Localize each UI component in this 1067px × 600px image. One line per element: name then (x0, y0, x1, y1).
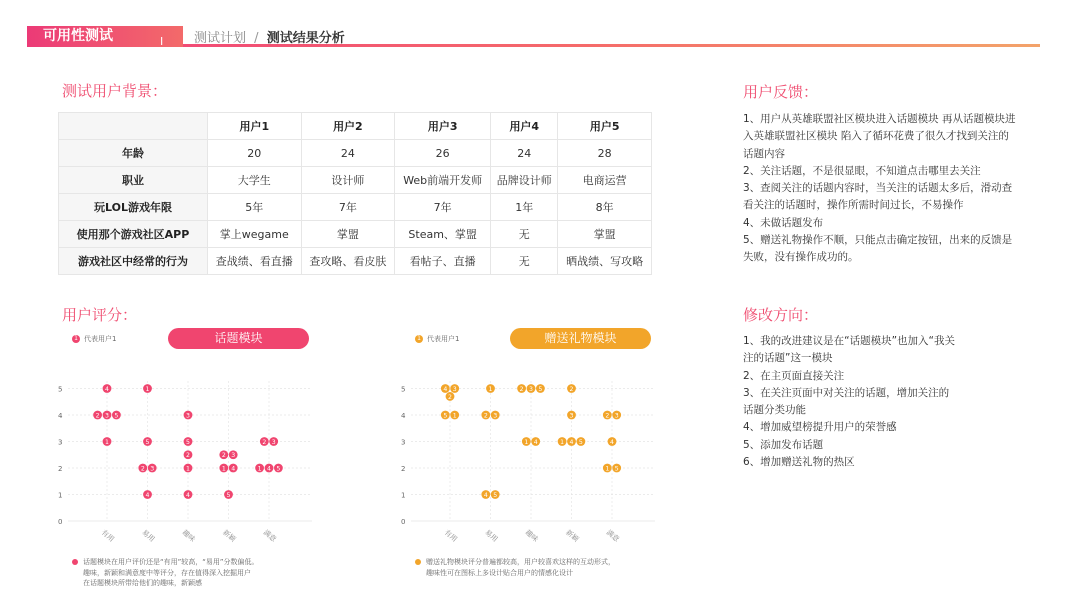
x-tick-label: 新颖 (564, 528, 581, 544)
revision-line: 1、我的改进建议是在“话题模块”也加入“我关 (743, 335, 955, 347)
data-point-label: 4 (533, 438, 538, 446)
data-point (603, 411, 612, 420)
data-point (608, 437, 617, 446)
data-point (103, 411, 112, 420)
table-row-label: 使用那个游戏社区APP (59, 221, 208, 248)
chart-note (83, 557, 303, 589)
data-point-label: 2 (186, 452, 190, 460)
x-tick-label: 趣味 (180, 528, 197, 544)
revision-list (743, 333, 1033, 471)
revision-line: 3、在关注页面中对关注的话题，增加关注的 (743, 386, 950, 399)
data-point (103, 437, 112, 446)
note-bullet-icon (415, 559, 421, 565)
note-bullet-icon (72, 559, 78, 565)
data-point (567, 411, 576, 420)
rating-title: 用户评分： (62, 306, 138, 324)
table-cell: Web前端开发师 (395, 167, 491, 194)
feedback-list (743, 111, 1033, 267)
chart-legend (415, 334, 459, 344)
data-point-label: 3 (452, 385, 457, 393)
gift-module-plot (393, 325, 673, 550)
data-point-label: 3 (614, 412, 619, 420)
data-point (265, 464, 274, 473)
data-point-label: 5 (614, 465, 619, 473)
note-line: 趣味性可在图标上多设计贴合用户的情感化设计 (426, 568, 573, 577)
y-tick-label: 4 (58, 412, 63, 420)
data-point-label: 1 (221, 465, 226, 473)
table-cell: 24 (301, 140, 395, 167)
data-point-label: 1 (145, 385, 150, 393)
note-line: 在话题模块所带给他们的趣味，新颖感 (83, 579, 202, 587)
table-cell: 26 (395, 140, 491, 167)
table-cell: 28 (558, 140, 652, 167)
revision-line: 2、在主页面直接关注 (743, 369, 845, 382)
data-point (148, 464, 157, 473)
data-point (184, 411, 193, 420)
table-row (59, 248, 652, 275)
data-point-label: 3 (569, 412, 574, 420)
feedback-line: 4、未做话题发布 (743, 216, 824, 229)
data-point-label: 2 (483, 412, 488, 420)
gift-module-chart (393, 325, 673, 590)
data-point (103, 384, 112, 393)
data-point (527, 384, 536, 393)
data-point (441, 384, 450, 393)
table-header-cell: 用户4 (491, 113, 558, 140)
breadcrumb-separator: / (254, 31, 259, 46)
revision-title: 修改方向： (743, 306, 819, 324)
data-point-label: 1 (105, 438, 109, 446)
data-point (184, 450, 193, 459)
data-point (274, 464, 283, 473)
feedback-line: 看关注的话题时，操作所需时间过长，不易操作 (743, 199, 964, 212)
data-point-label: 4 (231, 465, 236, 473)
table-header-cell: 用户1 (208, 113, 302, 140)
data-point-label: 5 (114, 412, 119, 420)
legend-label: 代表用户1 (427, 335, 460, 343)
data-point (612, 411, 621, 420)
topic-module-plot (50, 325, 330, 550)
data-point-label: 3 (186, 412, 190, 420)
table-cell: 1年 (491, 194, 558, 221)
data-point-label: 4 (569, 438, 574, 446)
feedback-line: 失败，没有操作成功的。 (743, 251, 859, 264)
feedback-line: 1、用户从英雄联盟社区模块进入话题模块 再从话题模块进 (743, 113, 1016, 125)
chart-note (426, 557, 656, 578)
data-point-label: 4 (186, 491, 190, 499)
legend-label: 代表用户1 (84, 335, 117, 343)
y-tick-label: 3 (401, 438, 406, 447)
data-point-label: 5 (226, 491, 231, 499)
section-tab-label: 可用性测试 (43, 28, 113, 44)
y-tick-label: 5 (401, 385, 406, 394)
data-point (558, 437, 567, 446)
table-cell: 5年 (208, 194, 302, 221)
data-point-label: 3 (231, 452, 236, 460)
table-cell: 查战绩、看直播 (208, 248, 302, 275)
table-row-label: 玩LOL游戏年限 (59, 194, 208, 221)
data-point-label: 4 (443, 385, 448, 393)
table-cell: 掌盟 (558, 221, 652, 248)
data-point-label: 2 (140, 465, 145, 473)
y-tick-label: 2 (401, 465, 406, 473)
data-point (184, 490, 193, 499)
table-cell: 掌盟 (301, 221, 395, 248)
table-cell: 24 (491, 140, 558, 167)
data-point-label: 5 (145, 438, 150, 446)
data-point-label: 4 (267, 465, 271, 473)
y-tick-label: 2 (58, 465, 63, 473)
data-point-label: 1 (452, 412, 457, 420)
breadcrumb-item-plan[interactable]: 测试计划 (194, 31, 247, 46)
data-point-label: 2 (448, 393, 452, 401)
table-cell: 品牌设计师 (491, 167, 558, 194)
feedback-line: 5、赠送礼物操作不顺，只能点击确定按钮，出来的反馈是 (743, 234, 1013, 247)
data-point (491, 490, 500, 499)
data-point-label: 1 (560, 438, 565, 446)
table-row (59, 194, 652, 221)
feedback-line: 入英雄联盟社区模块 陷入了循环花费了很久才找到关注的 (743, 130, 1009, 143)
data-point-label: 2 (605, 412, 610, 420)
feedback-line: 3、查阅关注的话题内容时，当关注的话题太多后，滑动查 (743, 182, 1013, 195)
table-row (59, 167, 652, 194)
data-point-label: 5 (276, 465, 281, 473)
feedback-line: 2、关注话题，不是很显眼，不知道点击哪里去关注 (743, 164, 981, 177)
table-cell: 掌上wegame (208, 221, 302, 248)
data-point-label: 4 (483, 491, 488, 499)
note-line: 趣味，新颖和满意度中等评分，存在值得深入挖掘用户 (83, 568, 251, 577)
data-point (229, 450, 238, 459)
data-point (567, 384, 576, 393)
table-cell: 大学生 (208, 167, 302, 194)
data-point (255, 464, 264, 473)
breadcrumb (194, 27, 345, 46)
x-tick-label: 易用 (483, 528, 500, 544)
y-tick-label: 4 (401, 412, 406, 420)
revision-line: 4、增加威望榜提升用户的荣誉感 (743, 421, 897, 434)
table-cell: 8年 (558, 194, 652, 221)
data-point (138, 464, 147, 473)
note-line: 话题模块在用户评价还是“有用”较高，“易用”分数偏低。 (83, 558, 259, 566)
data-point (491, 411, 500, 420)
table-header-cell: 用户2 (301, 113, 395, 140)
table-cell: 7年 (301, 194, 395, 221)
data-point (450, 384, 459, 393)
revision-line: 5、添加发布话题 (743, 438, 824, 451)
data-point-label: 3 (529, 385, 533, 393)
revision-line: 话题分类功能 (743, 404, 806, 417)
table-cell: 20 (208, 140, 302, 167)
table-row (59, 140, 652, 167)
y-tick-label: 5 (58, 385, 63, 394)
data-point-label: 4 (610, 438, 614, 446)
data-point-label: 3 (493, 412, 498, 420)
x-tick-label: 满意 (261, 528, 278, 544)
breadcrumb-item-current: 测试结果分析 (266, 31, 345, 46)
table-header-cell: 用户3 (395, 113, 491, 140)
chart-title-pill: 赠送礼物模块 (510, 328, 651, 349)
data-point (184, 464, 193, 473)
section-tab[interactable] (27, 26, 183, 47)
x-tick-label: 新颖 (221, 528, 238, 544)
revision-line: 注的话题”这一模块 (743, 352, 833, 365)
data-point-label: 4 (105, 385, 109, 393)
feedback-line: 话题内容 (743, 147, 785, 160)
data-point (517, 384, 526, 393)
data-point (219, 450, 228, 459)
note-line: 赠送礼物模块评分普遍都较高，用户较喜欢这样的互动形式， (426, 558, 615, 566)
data-point (612, 464, 621, 473)
table-cell: 7年 (395, 194, 491, 221)
y-tick-label: 1 (401, 491, 406, 500)
data-point (486, 384, 495, 393)
data-point-label: 1 (257, 465, 262, 473)
data-point (260, 437, 269, 446)
data-point (522, 437, 531, 446)
data-point (450, 411, 459, 420)
data-point-label: 4 (145, 491, 150, 499)
table-row-label: 职业 (59, 167, 208, 194)
data-point (567, 437, 576, 446)
legend-marker: 1 (72, 335, 80, 343)
data-point (531, 437, 540, 446)
data-point (224, 490, 233, 499)
data-point-label: 3 (105, 412, 109, 420)
table-row (59, 221, 652, 248)
feedback-title: 用户反馈： (743, 83, 819, 101)
x-tick-label: 有用 (442, 528, 459, 544)
data-point (143, 384, 152, 393)
y-tick-label: 0 (401, 518, 406, 526)
legend-marker: 1 (415, 335, 423, 343)
data-point (536, 384, 545, 393)
table-cell: 无 (491, 221, 558, 248)
chart-title-pill: 话题模块 (168, 328, 309, 349)
data-point-label: 1 (488, 385, 493, 393)
data-point (269, 437, 278, 446)
data-point-label: 5 (443, 412, 448, 420)
data-point-label: 3 (271, 438, 276, 446)
data-point-label: 1 (605, 465, 610, 473)
table-row-label: 游戏社区中经常的行为 (59, 248, 208, 275)
x-tick-label: 趣味 (523, 528, 540, 544)
data-point-label: 5 (538, 385, 543, 393)
data-point-label: 2 (569, 385, 574, 393)
data-point-label: 2 (221, 452, 226, 460)
data-point (229, 464, 238, 473)
table-cell: 查攻略、看皮肤 (301, 248, 395, 275)
data-point-label: 2 (519, 385, 524, 393)
y-tick-label: 0 (58, 518, 63, 526)
table-header-row (59, 113, 652, 140)
table-header-cell: 用户5 (558, 113, 652, 140)
data-point (143, 490, 152, 499)
data-point-label: 1 (186, 465, 190, 473)
y-tick-label: 3 (58, 438, 63, 447)
background-title: 测试用户背景： (62, 82, 168, 100)
data-point-label: 5 (186, 438, 190, 446)
table-cell: 看帖子、直播 (395, 248, 491, 275)
data-point (93, 411, 102, 420)
table-cell: 设计师 (301, 167, 395, 194)
data-point (577, 437, 586, 446)
topic-module-chart (50, 325, 330, 590)
data-point (219, 464, 228, 473)
section-tab-marker: I (160, 35, 164, 48)
chart-legend (72, 334, 116, 344)
data-point-label: 2 (262, 438, 267, 446)
table-cell: 晒战绩、写攻略 (558, 248, 652, 275)
data-point (143, 437, 152, 446)
data-point (441, 411, 450, 420)
x-tick-label: 易用 (140, 528, 157, 544)
y-tick-label: 1 (58, 491, 63, 500)
table-cell: Steam、掌盟 (395, 221, 491, 248)
data-point (481, 490, 490, 499)
x-tick-label: 有用 (99, 528, 116, 544)
table-cell: 电商运营 (558, 167, 652, 194)
data-point-label: 3 (150, 465, 155, 473)
revision-line: 6、增加赠送礼物的热区 (743, 456, 855, 469)
x-tick-label: 满意 (604, 528, 621, 544)
user-background-table (58, 112, 652, 275)
table-corner-cell (59, 113, 208, 140)
data-point-label: 1 (524, 438, 529, 446)
data-point (184, 437, 193, 446)
table-cell: 无 (491, 248, 558, 275)
data-point (603, 464, 612, 473)
table-row-label: 年龄 (59, 140, 208, 167)
data-point-label: 5 (578, 438, 583, 446)
data-point (446, 392, 455, 401)
data-point (112, 411, 121, 420)
data-point-label: 2 (95, 412, 100, 420)
data-point (481, 411, 490, 420)
data-point-label: 5 (493, 491, 498, 499)
